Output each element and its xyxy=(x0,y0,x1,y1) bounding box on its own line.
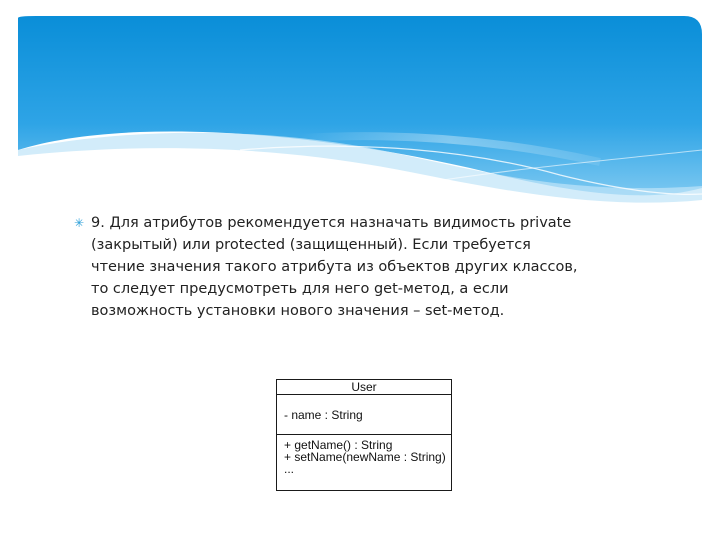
uml-class-name: User xyxy=(277,380,451,395)
uml-attribute: - name : String xyxy=(284,408,363,422)
uml-method-ellipsis: ... xyxy=(284,462,295,476)
bullet-text: 9. Для атрибутов рекомендуется назначать видимость private (закрытый) или protected (защищенный). Если требуется чтение значения такого атрибута из объектов других классов, то следует предусмотреть для него get-метод, а если возможность установки нового значения – set-метод. xyxy=(91,215,578,319)
bullet-star-icon: ✳ xyxy=(74,216,85,230)
header-banner xyxy=(0,0,720,220)
bullet-item xyxy=(74,212,654,322)
uml-method: + setName(newName : String) xyxy=(284,450,446,464)
uml-attributes-section xyxy=(277,395,451,435)
uml-method: + getName() : String xyxy=(284,438,393,452)
uml-methods-section xyxy=(277,435,451,475)
uml-class-diagram xyxy=(276,379,452,491)
